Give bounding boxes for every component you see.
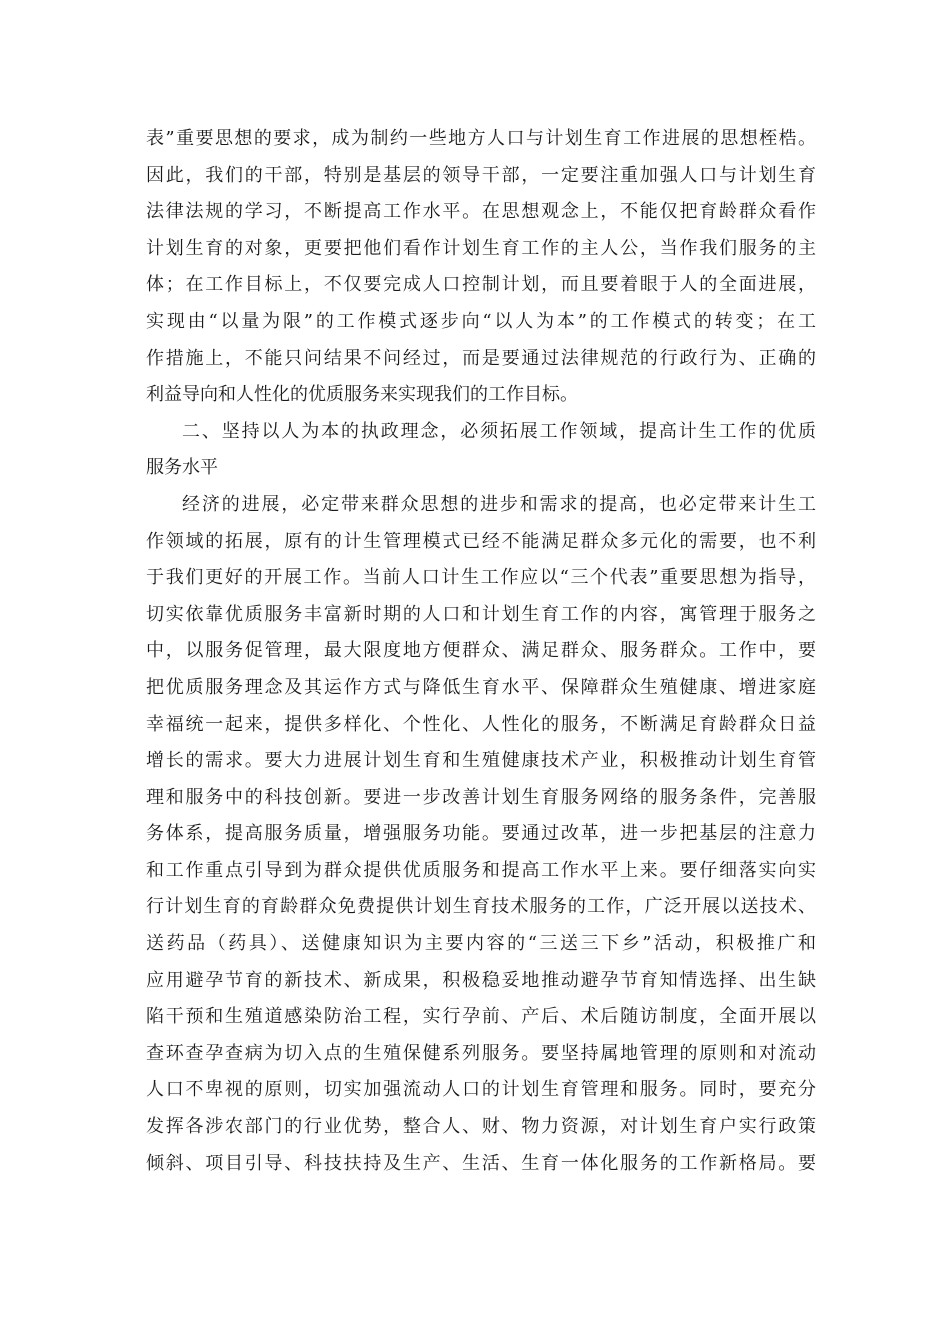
text-line: 于我们更好的开展工作。当前人口计生工作应以“三个代表”重要思想为指导， (146, 567, 816, 589)
text-line: 二、坚持以人为本的执政理念，必须拓展工作领域，提高计生工作的优质 (182, 420, 816, 442)
text-line: 表”重要思想的要求，成为制约一些地方人口与计划生育工作进展的思想桎梏。 (146, 128, 816, 149)
text-line: 服务水平 (146, 457, 218, 479)
text-line: 理和服务中的科技创新。要进一步改善计划生育服务网络的服务条件，完善服 (146, 786, 816, 808)
text-line: 行计划生育的育龄群众免费提供计划生育技术服务的工作，广泛开展以送技术、 (146, 896, 816, 918)
text-line: 利益导向和人性化的优质服务来实现我们的工作目标。 (146, 384, 578, 406)
text-line: 把优质服务理念及其运作方式与降低生育水平、保障群众生殖健康、增进家庭 (146, 676, 816, 698)
text-line: 和工作重点引导到为群众提供优质服务和提高工作水平上来。要仔细落实向实 (146, 859, 816, 881)
text-line: 务体系，提高服务质量，增强服务功能。要通过改革，进一步把基层的注意力 (146, 823, 816, 845)
text-line: 实现由“以量为限”的工作模式逐步向“以人为本”的工作模式的转变；在工 (146, 310, 816, 332)
document-body (146, 121, 816, 1182)
text-line: 法律法规的学习，不断提高工作水平。在思想观念上，不能仅把育龄群众看作 (146, 201, 816, 223)
text-line: 发挥各涉农部门的行业优势，整合人、财、物力资源，对计划生育户实行政策 (146, 1116, 816, 1138)
text-line: 切实依靠优质服务丰富新时期的人口和计划生育工作的内容，寓管理于服务之 (146, 603, 816, 625)
text-line: 人口不卑视的原则，切实加强流动人口的计划生育管理和服务。同时，要充分 (146, 1079, 816, 1101)
text-line: 作领域的拓展，原有的计生管理模式已经不能满足群众多元化的需要，也不利 (146, 530, 816, 552)
text-line: 因此，我们的干部，特别是基层的领导干部，一定要注重加强人口与计划生育 (146, 164, 816, 186)
text-line: 中，以服务促管理，最大限度地方便群众、满足群众、服务群众。工作中，要 (146, 640, 816, 662)
text-line: 幸福统一起来，提供多样化、个性化、人性化的服务，不断满足育龄群众日益 (146, 713, 816, 735)
text-line: 计划生育的对象，更要把他们看作计划生育工作的主人公，当作我们服务的主 (146, 237, 816, 259)
text-line: 送药品（药具）、送健康知识为主要内容的“三送三下乡”活动，积极推广和 (146, 933, 816, 955)
text-line: 陷干预和生殖道感染防治工程，实行孕前、产后、术后随访制度，全面开展以 (146, 1006, 816, 1028)
text-line: 体；在工作目标上，不仅要完成人口控制计划，而且要着眼于人的全面进展， (146, 274, 816, 296)
text-line: 查环查孕查病为切入点的生殖保健系列服务。要坚持属地管理的原则和对流动 (146, 1042, 816, 1064)
text-line: 应用避孕节育的新技术、新成果，积极稳妥地推动避孕节育知情选择、出生缺 (146, 969, 816, 991)
text-line: 倾斜、项目引导、科技扶持及生产、生活、生育一体化服务的工作新格局。要 (146, 1152, 816, 1174)
text-line: 经济的进展，必定带来群众思想的进步和需求的提高，也必定带来计生工 (182, 493, 816, 515)
text-line: 增长的需求。要大力进展计划生育和生殖健康技术产业，积极推动计划生育管 (146, 750, 816, 772)
text-line: 作措施上，不能只问结果不问经过，而是要通过法律规范的行政行为、正确的 (146, 347, 816, 369)
